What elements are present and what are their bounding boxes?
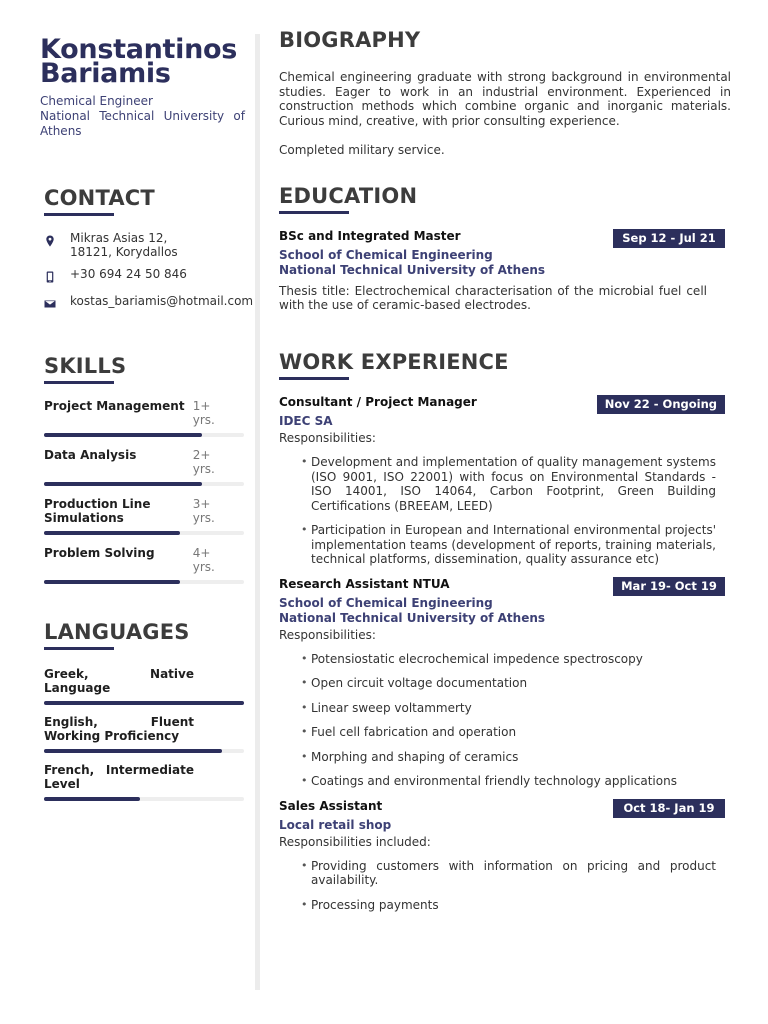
company-name: Local retail shop <box>279 817 392 832</box>
skill-item <box>44 546 244 584</box>
list-item: • Open circuit voltage documentation <box>301 676 716 691</box>
biography-paragraph: Completed military service. <box>279 143 445 157</box>
contact-phone <box>44 267 253 284</box>
skill-name: Project Management <box>44 399 185 413</box>
language-item <box>44 763 244 801</box>
skill-years: 4+ yrs. <box>192 546 215 574</box>
education-title: EDUCATION <box>279 184 418 208</box>
job-role: Sales Assistant <box>279 798 383 813</box>
language-name: Greek, Native Language <box>44 667 194 695</box>
list-item: • Providing customers with information on pricing and product availability. <box>301 859 716 888</box>
skill-bar-fill <box>44 433 202 437</box>
language-item <box>44 667 244 705</box>
column-divider <box>255 34 260 990</box>
language-name: French, Intermediate Level <box>44 763 194 791</box>
responsibilities-label: Responsibilities: <box>279 627 376 642</box>
skill-name: Problem Solving <box>44 546 155 560</box>
list-item: • Linear sweep voltammerty <box>301 701 716 716</box>
skill-bar-fill <box>44 531 180 535</box>
list-item: • Coatings and environmental friendly technology applications <box>301 774 716 789</box>
skill-years: 3+ yrs. <box>192 497 215 525</box>
university-name: National Technical University of Athens <box>279 263 546 277</box>
date-badge: Mar 19- Oct 19 <box>613 577 725 596</box>
contact-section <box>44 186 253 319</box>
contact-title: CONTACT <box>44 186 155 210</box>
job-role: Consultant / Project Manager <box>279 395 477 409</box>
company-name: IDEC SA <box>279 414 333 428</box>
date-badge: Nov 22 - Ongoing <box>597 395 725 414</box>
list-item: • Participation in European and International environmental projects' implementation teams (development of reports, training materials, technical platforms, dissemination, quality assurance etc) <box>301 523 716 567</box>
contact-email <box>44 294 253 311</box>
language-bar-fill <box>44 797 140 801</box>
work-title-underline <box>279 377 349 380</box>
skill-name: Production Line Simulations <box>44 497 151 525</box>
skill-bar-fill <box>44 580 180 584</box>
company-name: School of Chemical Engineering <box>279 595 493 610</box>
phone-number[interactable]: +30 694 24 50 846 <box>70 267 187 281</box>
education-title-underline <box>279 211 349 214</box>
skills-list <box>44 399 244 584</box>
skills-title-underline <box>44 381 114 384</box>
list-item: • Morphing and shaping of ceramics <box>301 750 716 765</box>
skill-bar-fill <box>44 482 202 486</box>
header-block <box>40 30 245 139</box>
language-bar-track <box>44 797 244 801</box>
skill-bar-track <box>44 433 244 437</box>
skill-years: 1+ yrs. <box>192 399 215 427</box>
skill-item <box>44 497 244 535</box>
education-entry <box>279 229 725 312</box>
company-name-2: National Technical University of Athens <box>279 610 546 625</box>
thesis-text: Thesis title: Electrochemical characterisation of the microbial fuel cell with the use of ceramic-based electrodes. <box>279 284 707 312</box>
list-item: • Development and implementation of quality management systems (ISO 9001, ISO 22001) with focus on Environmental Standards - ISO 14001, ISO 14064, Carbon Footprint, Green Building Certifications (BREEAM, LEED) <box>301 455 716 513</box>
skill-bar-track <box>44 482 244 486</box>
list-item: • Fuel cell fabrication and operation <box>301 725 716 740</box>
work-experience-title: WORK EXPERIENCE <box>279 350 509 374</box>
job-title: Chemical Engineer <box>40 94 153 108</box>
date-badge: Oct 18- Jan 19 <box>613 799 725 818</box>
list-item: • Potensiostatic elecrochemical impedence spectroscopy <box>301 652 716 667</box>
responsibilities-list <box>279 859 725 913</box>
skill-bar-track <box>44 531 244 535</box>
skill-years: 2+ yrs. <box>192 448 215 476</box>
last-name: Bariamis <box>40 58 171 89</box>
skills-title: SKILLS <box>44 354 127 378</box>
skill-item <box>44 399 244 437</box>
work-entry <box>279 395 725 567</box>
language-name: English, Fluent Working Proficiency <box>44 715 194 743</box>
work-entry <box>279 577 725 789</box>
address-line-2: 18121, Korydallos <box>70 245 178 259</box>
job-role: Research Assistant NTUA <box>279 576 450 591</box>
responsibilities-list <box>279 455 725 567</box>
location-pin-icon <box>44 234 56 248</box>
languages-title-underline <box>44 647 114 650</box>
responsibilities-list <box>279 652 725 789</box>
date-badge: Sep 12 - Jul 21 <box>613 229 725 248</box>
responsibilities-label: Responsibilities: <box>279 431 376 445</box>
language-bar-fill <box>44 749 222 753</box>
address-line-1: Mikras Asias 12, <box>70 231 168 245</box>
work-entry <box>279 799 725 913</box>
languages-list <box>44 667 244 801</box>
phone-icon <box>44 270 56 284</box>
languages-title: LANGUAGES <box>44 620 190 644</box>
university-line: National Technical University of Athens <box>40 109 245 138</box>
person-name <box>40 34 245 89</box>
language-bar-track <box>44 701 244 705</box>
biography-title: BIOGRAPHY <box>279 28 421 52</box>
language-bar-fill <box>44 701 244 705</box>
skills-section <box>44 354 244 595</box>
mail-icon <box>44 297 56 311</box>
school-name: School of Chemical Engineering <box>279 248 493 262</box>
contact-title-underline <box>44 213 114 216</box>
biography-text <box>279 70 731 158</box>
degree-title: BSc and Integrated Master <box>279 229 461 243</box>
biography-section <box>279 28 731 173</box>
education-section <box>279 184 731 312</box>
language-item <box>44 715 244 753</box>
responsibilities-label: Responsibilities included: <box>279 834 431 849</box>
first-name: Konstantinos <box>40 34 238 65</box>
biography-paragraph: Chemical engineering graduate with strong background in environmental studies. Eager to work in an industrial environment. Experienced in construction methods which combine organic and inorganic materials. Curious mind, creative, with prior consulting experience. <box>279 70 731 128</box>
language-bar-track <box>44 749 244 753</box>
email-address[interactable]: kostas_bariamis@hotmail.com <box>70 294 254 308</box>
work-experience-section <box>279 350 731 922</box>
languages-section <box>44 620 244 811</box>
skill-name: Data Analysis <box>44 448 137 462</box>
contact-list <box>44 231 253 311</box>
list-item: • Processing payments <box>301 898 716 913</box>
skill-bar-track <box>44 580 244 584</box>
skill-item <box>44 448 244 486</box>
contact-address <box>44 231 253 259</box>
